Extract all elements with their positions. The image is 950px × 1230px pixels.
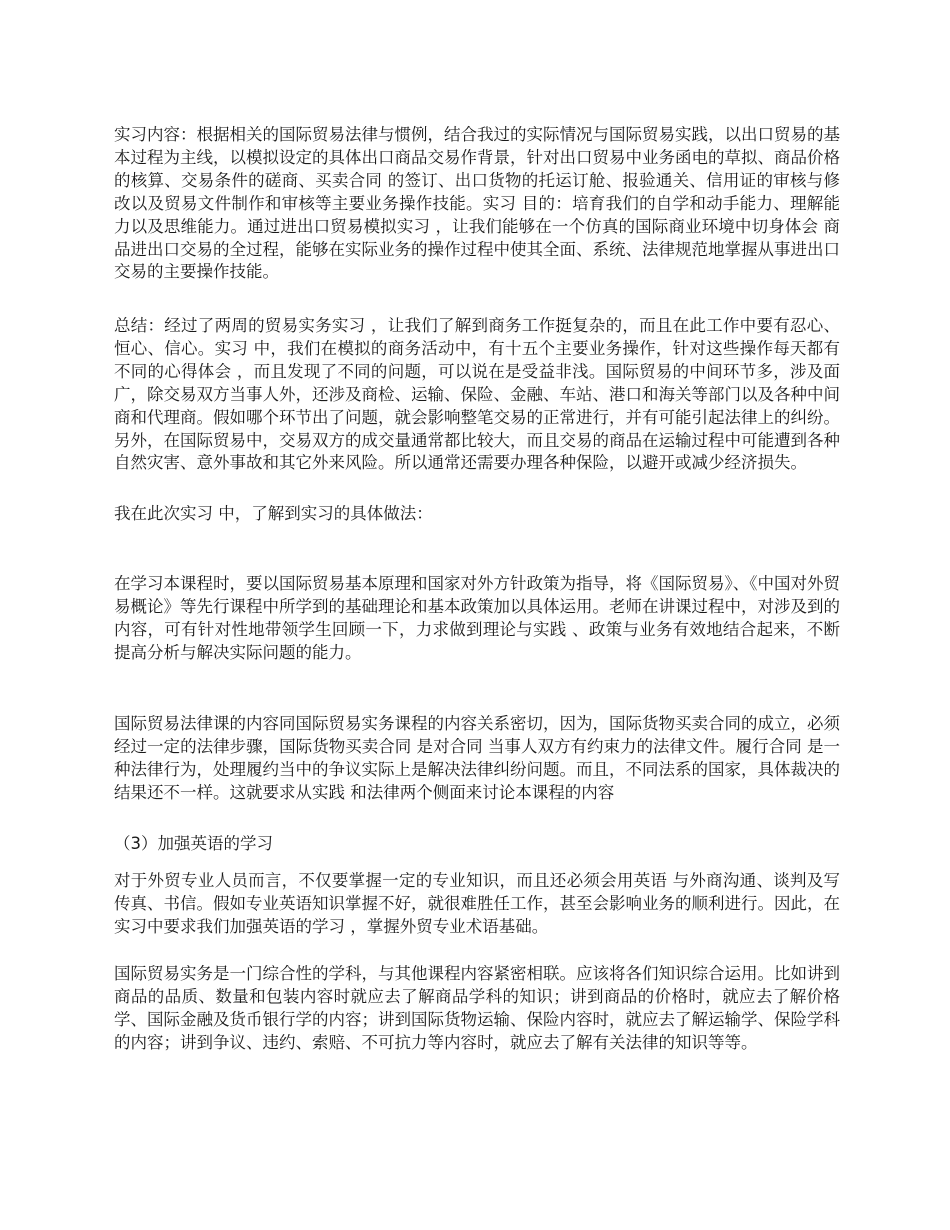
paragraph-theory-guidance: 在学习本课程时，要以国际贸易基本原理和国家对外方针政策为指导，将《国际贸易》、《中国对外贸易概论》等先行课程中所学到的基础理论和基本政策加以具体运用。老师在讲课过程中，对涉及到的内容，可有针对性地带领学生回顾一下，力求做到理论与实践 、政策与业务有效地结合起来，不断提高分析与解决实际问题的能力。 — [114, 574, 840, 662]
section-heading-english: （3）加强英语的学习 — [114, 834, 273, 853]
paragraph-comprehensive-subject: 国际贸易实务是一门综合性的学科，与其他课程内容紧密相联。应该将各们知识综合运用。比如讲到商品的品质、数量和包装内容时就应去了解商品学科的知识；讲到商品的价格时，就应去了解价格学、国际金融及货币银行学的内容；讲到国际货物运输、保险内容时，就应去了解运输学、保险学科的内容；讲到争议、违约、索赔、不可抗力等内容时，就应去了解有关法律的知识等等。 — [114, 964, 840, 1052]
paragraph-internship-content: 实习内容：根据相关的国际贸易法律与惯例，结合我过的实际情况与国际贸易实践，以出口贸易的基本过程为主线，以模拟设定的具体出口商品交易作背景，针对出口贸易中业务函电的草拟、商品价格的核算、交易条件的磋商、买卖合同 的签订、出口货物的托运订舱、报验通关、信用证的审核与修改以及贸易文件制作和审核等主要业务操作技能。实习 目的：培育我们的自学和动手能力、理解能力以及思维能力。通过进出口贸易模拟实习 ，让我们能够在一个仿真的国际商业环境中切身体会 商品进出口交易的全过程，能够在实际业务的操作过程中使其全面、系统、法律规范地掌握从事进出口交易的主要操作技能。 — [114, 125, 840, 282]
paragraph-methods-intro: 我在此次实习 中，了解到实习的具体做法： — [114, 504, 433, 523]
paragraph-english-study: 对于外贸专业人员而言，不仅要掌握一定的专业知识，而且还必须会用英语 与外商沟通、谈判及写传真、书信。假如专业英语知识掌握不好，就很难胜任工作，甚至会影响业务的顺利进行。因此，在实习中要求我们加强英语的学习 ，掌握外贸专业术语基础。 — [114, 871, 840, 936]
paragraph-summary: 总结：经过了两周的贸易实务实习 ，让我们了解到商务工作挺复杂的，而且在此工作中要有忍心、恒心、信心。实习 中，我们在模拟的商务活动中，有十五个主要业务操作，针对这些操作每天都有不同的心得体会 ，而且发现了不同的问题，可以说在是受益非浅。国际贸易的中间环节多，涉及面广，除交易双方当事人外，还涉及商检、运输、保险、金融、车站、港口和海关等部门以及各种中间商和代理商。假如哪个环节出了问题，就会影响整笔交易的正常进行，并有可能引起法律上的纠纷。另外，在国际贸易中，交易双方的成交量通常都比较大，而且交易的商品在运输过程中可能遭到各种自然灾害、意外事故和其它外来风险。所以通常还需要办理各种保险，以避开或减少经济损失。 — [114, 316, 840, 473]
paragraph-trade-law: 国际贸易法律课的内容同国际贸易实务课程的内容关系密切，因为，国际货物买卖合同的成立，必须经过一定的法律步骤，国际货物买卖合同 是对合同 当事人双方有约束力的法律文件。履行合同 是一种法律行为，处理履约当中的争议实际上是解决法律纠纷问题。而且，不同法系的国家，具体裁决的结果还不一样。这就要求从实践 和法律两个侧面来讨论本课程的内容 — [114, 714, 840, 802]
